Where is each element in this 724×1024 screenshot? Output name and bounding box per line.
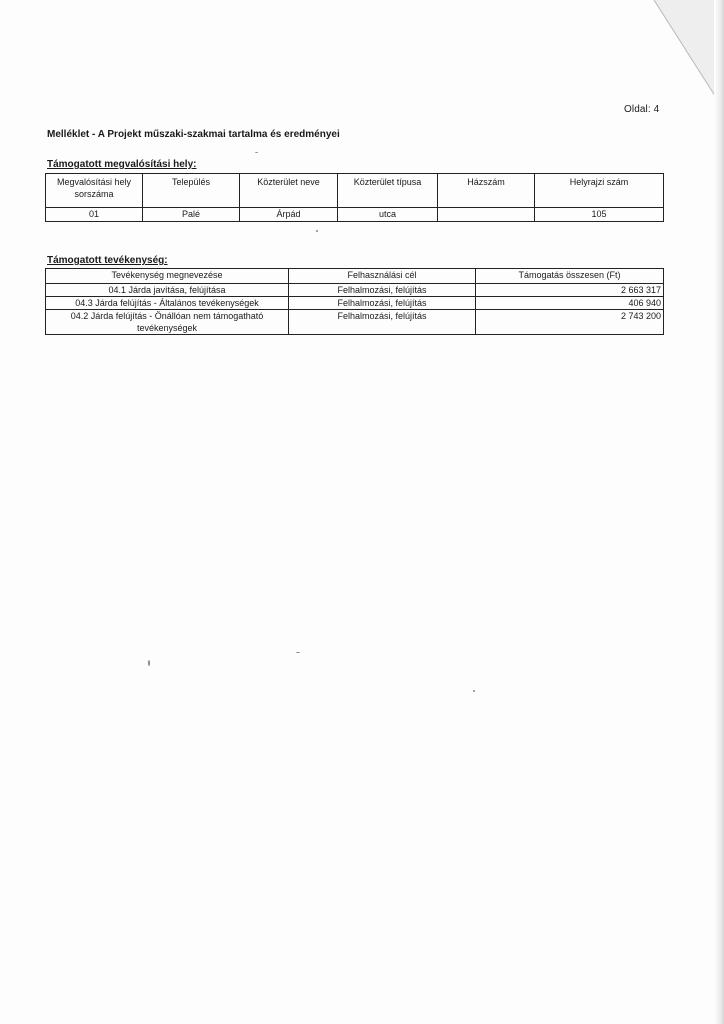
table-cell: Palé: [143, 208, 240, 222]
column-header: Közterület típusa: [338, 174, 438, 208]
table-cell: [438, 208, 535, 222]
document-heading: Melléklet - A Projekt műszaki-szakmai tartalma és eredményei: [47, 129, 340, 140]
page-number: Oldal: 4: [624, 104, 660, 115]
amount-cell: 2 663 317: [476, 284, 664, 297]
scan-speck: [473, 690, 475, 692]
column-header: Helyrajzi szám: [535, 174, 664, 208]
purpose-cell: Felhalmozási, felújítás: [289, 310, 476, 335]
location-table: [45, 173, 664, 222]
activity-name-cell: 04.1 Járda javítása, felújítása: [46, 284, 289, 297]
activity-section-title: Támogatott tevékenység:: [47, 255, 168, 266]
table-row: [46, 310, 664, 335]
table-row: [46, 297, 664, 310]
scan-speck: [316, 230, 318, 232]
activity-table-header-row: [46, 269, 664, 284]
activity-table: [45, 268, 664, 335]
scan-speck: [296, 652, 300, 653]
scan-edge-shadow: [714, 0, 724, 1024]
page-corner-shadow: [624, 0, 724, 110]
scan-speck: [148, 660, 150, 666]
table-row: [46, 284, 664, 297]
location-table-header-row: [46, 174, 664, 208]
column-header: Település: [143, 174, 240, 208]
table-cell: Árpád: [240, 208, 338, 222]
table-row: [46, 208, 664, 222]
column-header: Támogatás összesen (Ft): [476, 269, 664, 284]
amount-cell: 2 743 200: [476, 310, 664, 335]
amount-cell: 406 940: [476, 297, 664, 310]
location-section-title: Támogatott megvalósítási hely:: [47, 159, 197, 170]
column-header: Felhasználási cél: [289, 269, 476, 284]
column-header: Tevékenység megnevezése: [46, 269, 289, 284]
table-cell: 105: [535, 208, 664, 222]
scan-speck: [255, 152, 258, 153]
table-cell: utca: [338, 208, 438, 222]
column-header: Közterület neve: [240, 174, 338, 208]
purpose-cell: Felhalmozási, felújítás: [289, 297, 476, 310]
activity-name-cell: 04.2 Járda felújítás - Önállóan nem támogatható tevékenységek: [46, 310, 289, 335]
purpose-cell: Felhalmozási, felújítás: [289, 284, 476, 297]
column-header: Megvalósítási hely sorszáma: [46, 174, 143, 208]
activity-name-cell: 04.3 Járda felújítás - Általános tevékenységek: [46, 297, 289, 310]
table-cell: 01: [46, 208, 143, 222]
column-header: Házszám: [438, 174, 535, 208]
